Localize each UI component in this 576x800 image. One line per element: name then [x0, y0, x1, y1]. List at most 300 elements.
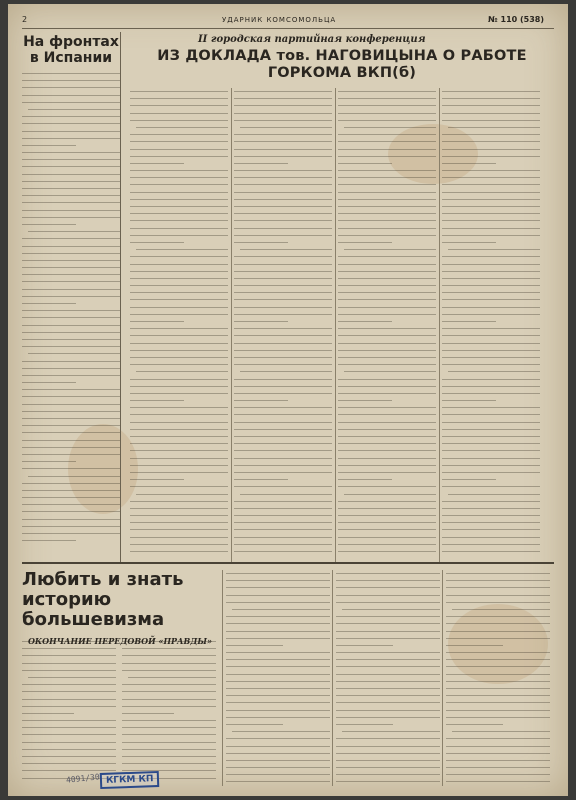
text-line: [338, 476, 392, 480]
text-line: [336, 771, 440, 775]
text-line: [448, 124, 540, 128]
text-line: [130, 498, 228, 502]
text-line: [338, 232, 436, 236]
text-line: [130, 397, 184, 401]
text-line: [446, 678, 550, 682]
column-rule: [222, 570, 223, 786]
text-line: [22, 99, 120, 103]
text-line: [442, 153, 540, 157]
text-line: [338, 469, 436, 473]
text-line: [336, 778, 440, 782]
text-line: [336, 678, 440, 682]
text-line: [130, 203, 228, 207]
text-line: [130, 261, 228, 265]
text-line: [22, 278, 120, 282]
text-line: [442, 95, 540, 99]
text-line: [226, 743, 330, 747]
text-line: [338, 95, 436, 99]
text-line: [442, 390, 540, 394]
text-line: [22, 393, 120, 397]
text-line: [338, 498, 436, 502]
text-line: [336, 757, 440, 761]
text-line: [234, 232, 332, 236]
text-line: [336, 685, 440, 689]
text-line: [22, 185, 120, 189]
text-line: [226, 678, 330, 682]
text-line: [336, 764, 440, 768]
text-line: [336, 642, 393, 646]
text-line: [442, 196, 540, 200]
text-line: [336, 570, 440, 574]
text-line: [338, 282, 436, 286]
text-line: [338, 541, 436, 545]
text-line: [338, 196, 436, 200]
text-line: [22, 516, 120, 520]
text-line: [442, 347, 540, 351]
text-line: [446, 707, 550, 711]
column-rule: [442, 570, 443, 786]
text-line: [234, 268, 332, 272]
text-line: [442, 354, 540, 358]
text-line: [130, 153, 228, 157]
text-line: [226, 628, 330, 632]
text-column: [130, 88, 228, 562]
page-number: 2: [22, 15, 28, 24]
text-line: [22, 480, 120, 484]
text-line: [130, 440, 228, 444]
text-line: [234, 253, 332, 257]
text-line: [226, 685, 330, 689]
text-line: [446, 649, 550, 653]
page-header: [22, 14, 554, 29]
text-line: [226, 613, 330, 617]
text-line: [344, 368, 436, 372]
text-line: [130, 146, 228, 150]
text-line: [22, 487, 120, 491]
text-line: [234, 347, 332, 351]
text-line: [234, 181, 332, 185]
text-line: [442, 505, 540, 509]
text-line: [22, 386, 120, 390]
text-line: [336, 599, 440, 603]
text-line: [130, 117, 228, 121]
text-line: [22, 451, 120, 455]
text-line: [446, 714, 550, 718]
text-line: [234, 210, 332, 214]
text-line: [234, 447, 332, 451]
text-line: [234, 397, 288, 401]
text-line: [234, 296, 332, 300]
text-line: [130, 347, 228, 351]
text-line: [338, 239, 392, 243]
text-line: [232, 606, 330, 610]
text-line: [338, 261, 436, 265]
text-line: [22, 307, 120, 311]
text-line: [22, 163, 120, 167]
bottom-article-subtitle: ОКОНЧАНИЕ ПЕРЕДОВОЙ «ПРАВДЫ»: [27, 636, 213, 646]
text-line: [234, 548, 332, 552]
text-line: [446, 642, 503, 646]
text-line: [338, 189, 436, 193]
text-line: [338, 117, 436, 121]
text-line: [22, 365, 120, 369]
text-line: [234, 102, 332, 106]
text-line: [446, 750, 550, 754]
text-line: [22, 178, 120, 182]
text-line: [442, 361, 540, 365]
text-line: [234, 332, 332, 336]
text-line: [442, 210, 540, 214]
text-line: [22, 501, 120, 505]
text-line: [130, 332, 228, 336]
text-line: [446, 592, 550, 596]
text-line: [234, 440, 332, 444]
text-line: [226, 721, 283, 725]
text-line: [442, 498, 540, 502]
text-line: [130, 519, 228, 523]
text-line: [22, 523, 120, 527]
text-line: [234, 411, 332, 415]
text-line: [240, 368, 332, 372]
text-line: [336, 707, 440, 711]
text-line: [22, 207, 120, 211]
text-line: [234, 117, 332, 121]
text-line: [234, 519, 332, 523]
text-line: [338, 311, 436, 315]
text-line: [130, 296, 228, 300]
text-line: [338, 397, 392, 401]
text-line: [22, 358, 120, 362]
text-line: [22, 214, 120, 218]
text-line: [130, 462, 228, 466]
text-line: [338, 526, 436, 530]
text-line: [338, 354, 436, 358]
text-line: [442, 512, 540, 516]
text-line: [442, 411, 540, 415]
text-line: [338, 332, 436, 336]
text-line: [234, 217, 332, 221]
text-line: [442, 469, 540, 473]
text-line: [446, 656, 550, 660]
text-line: [442, 110, 540, 114]
column-rule: [439, 88, 440, 562]
text-line: [336, 635, 440, 639]
text-line: [442, 174, 540, 178]
column-rule: [231, 88, 232, 562]
text-line: [442, 117, 540, 121]
text-line: [130, 282, 228, 286]
pencil-note: 4091/30: [65, 772, 101, 785]
text-line: [234, 225, 332, 229]
text-line: [446, 757, 550, 761]
text-line: [234, 95, 332, 99]
text-column: [338, 88, 436, 562]
text-line: [338, 110, 436, 114]
text-line: [442, 404, 540, 408]
text-line: [442, 325, 540, 329]
bottom-article-body-right: [22, 570, 554, 786]
text-line: [130, 232, 228, 236]
text-line: [234, 476, 288, 480]
text-line: [338, 88, 436, 92]
text-line: [338, 411, 436, 415]
text-line: [226, 750, 330, 754]
text-line: [338, 505, 436, 509]
text-line: [226, 714, 330, 718]
text-line: [448, 491, 540, 495]
text-column: [336, 570, 440, 786]
text-line: [338, 347, 436, 351]
left-column: [22, 32, 121, 562]
text-line: [130, 447, 228, 451]
text-line: [442, 253, 540, 257]
text-line: [226, 707, 330, 711]
text-line: [338, 534, 436, 538]
text-line: [234, 512, 332, 516]
text-line: [234, 146, 332, 150]
text-line: [442, 519, 540, 523]
text-line: [130, 318, 184, 322]
text-line: [442, 311, 540, 315]
text-line: [446, 685, 550, 689]
text-line: [442, 433, 540, 437]
text-line: [130, 189, 228, 193]
text-line: [234, 275, 332, 279]
text-line: [130, 483, 228, 487]
text-line: [130, 376, 228, 380]
text-line: [442, 289, 540, 293]
text-line: [226, 599, 330, 603]
text-line: [446, 613, 550, 617]
text-line: [338, 340, 436, 344]
text-line: [130, 102, 228, 106]
text-line: [130, 239, 184, 243]
text-line: [234, 526, 332, 530]
text-line: [338, 296, 436, 300]
issue-number: № 110 (538): [488, 15, 544, 24]
text-line: [442, 225, 540, 229]
text-line: [338, 210, 436, 214]
text-line: [338, 519, 436, 523]
text-line: [234, 455, 332, 459]
left-article-body: [22, 70, 120, 560]
text-line: [448, 368, 540, 372]
text-line: [338, 325, 436, 329]
text-line: [446, 577, 550, 581]
text-line: [130, 411, 228, 415]
text-line: [338, 433, 436, 437]
text-line: [338, 289, 436, 293]
text-line: [442, 462, 540, 466]
text-line: [234, 541, 332, 545]
text-line: [442, 455, 540, 459]
text-line: [442, 541, 540, 545]
text-line: [338, 512, 436, 516]
text-line: [130, 253, 228, 257]
text-line: [234, 419, 332, 423]
text-line: [442, 239, 496, 243]
text-line: [338, 160, 392, 164]
text-line: [22, 171, 120, 175]
text-line: [130, 426, 228, 430]
text-line: [240, 124, 332, 128]
left-article-title: На фронтах в Испании: [23, 34, 119, 66]
text-line: [446, 599, 550, 603]
text-line: [130, 526, 228, 530]
text-line: [336, 735, 440, 739]
text-line: [130, 433, 228, 437]
text-line: [446, 663, 550, 667]
text-line: [342, 606, 440, 610]
text-line: [336, 699, 440, 703]
text-line: [338, 447, 436, 451]
text-line: [22, 128, 120, 132]
text-line: [234, 426, 332, 430]
text-line: [22, 336, 120, 340]
text-line: [338, 174, 436, 178]
text-line: [226, 764, 330, 768]
newspaper-page: [8, 4, 568, 796]
text-line: [446, 671, 550, 675]
text-line: [22, 221, 76, 225]
text-line: [22, 70, 120, 74]
text-line: [234, 174, 332, 178]
text-line: [234, 390, 332, 394]
text-line: [338, 225, 436, 229]
text-line: [22, 322, 120, 326]
text-line: [22, 329, 120, 333]
text-line: [338, 548, 436, 552]
text-line: [22, 192, 120, 196]
text-line: [28, 106, 120, 110]
text-line: [130, 383, 228, 387]
text-line: [22, 437, 120, 441]
text-line: [226, 577, 330, 581]
text-line: [22, 199, 120, 203]
text-line: [442, 88, 540, 92]
text-line: [442, 383, 540, 387]
text-line: [226, 771, 330, 775]
text-line: [442, 318, 496, 322]
text-line: [442, 131, 540, 135]
text-line: [226, 757, 330, 761]
text-line: [234, 483, 332, 487]
text-line: [442, 296, 540, 300]
text-line: [226, 671, 330, 675]
text-line: [336, 721, 393, 725]
text-line: [442, 138, 540, 142]
text-line: [234, 361, 332, 365]
text-line: [130, 325, 228, 329]
section-divider: [22, 562, 554, 564]
text-line: [442, 534, 540, 538]
text-line: [234, 433, 332, 437]
text-line: [22, 314, 120, 318]
text-line: [442, 268, 540, 272]
text-line: [226, 692, 330, 696]
text-line: [338, 361, 436, 365]
text-line: [22, 92, 120, 96]
text-line: [442, 203, 540, 207]
text-line: [226, 778, 330, 782]
text-line: [234, 160, 288, 164]
text-line: [442, 217, 540, 221]
text-line: [446, 692, 550, 696]
text-line: [338, 390, 436, 394]
text-line: [338, 253, 436, 257]
text-line: [130, 512, 228, 516]
text-line: [136, 368, 228, 372]
text-line: [234, 498, 332, 502]
text-line: [336, 649, 440, 653]
text-line: [130, 88, 228, 92]
text-line: [234, 239, 288, 243]
text-line: [226, 735, 330, 739]
text-line: [442, 282, 540, 286]
text-line: [338, 146, 436, 150]
text-line: [234, 189, 332, 193]
text-line: [442, 181, 540, 185]
text-line: [442, 526, 540, 530]
text-line: [338, 483, 436, 487]
text-line: [442, 340, 540, 344]
text-line: [446, 570, 550, 574]
text-line: [22, 286, 120, 290]
text-line: [336, 584, 440, 588]
text-line: [338, 217, 436, 221]
text-line: [130, 210, 228, 214]
text-line: [240, 246, 332, 250]
column-rule: [332, 570, 333, 786]
text-line: [336, 743, 440, 747]
text-line: [344, 491, 436, 495]
text-line: [22, 84, 120, 88]
text-line: [442, 146, 540, 150]
text-line: [234, 383, 332, 387]
text-line: [442, 167, 540, 171]
text-line: [130, 289, 228, 293]
text-line: [442, 160, 496, 164]
text-line: [338, 275, 436, 279]
text-line: [22, 458, 76, 462]
text-line: [226, 620, 330, 624]
text-line: [338, 102, 436, 106]
text-line: [336, 692, 440, 696]
text-line: [336, 714, 440, 718]
text-line: [338, 181, 436, 185]
text-line: [28, 350, 120, 354]
text-line: [234, 203, 332, 207]
text-line: [130, 505, 228, 509]
text-line: [442, 332, 540, 336]
text-line: [226, 699, 330, 703]
text-line: [22, 271, 120, 275]
text-line: [442, 548, 540, 552]
text-line: [234, 167, 332, 171]
text-line: [442, 397, 496, 401]
text-line: [226, 642, 283, 646]
text-line: [452, 728, 550, 732]
text-line: [442, 102, 540, 106]
text-line: [234, 311, 332, 315]
text-line: [442, 261, 540, 265]
text-line: [234, 318, 288, 322]
text-line: [338, 138, 436, 142]
text-line: [234, 534, 332, 538]
text-line: [130, 361, 228, 365]
text-line: [342, 728, 440, 732]
text-line: [22, 401, 120, 405]
